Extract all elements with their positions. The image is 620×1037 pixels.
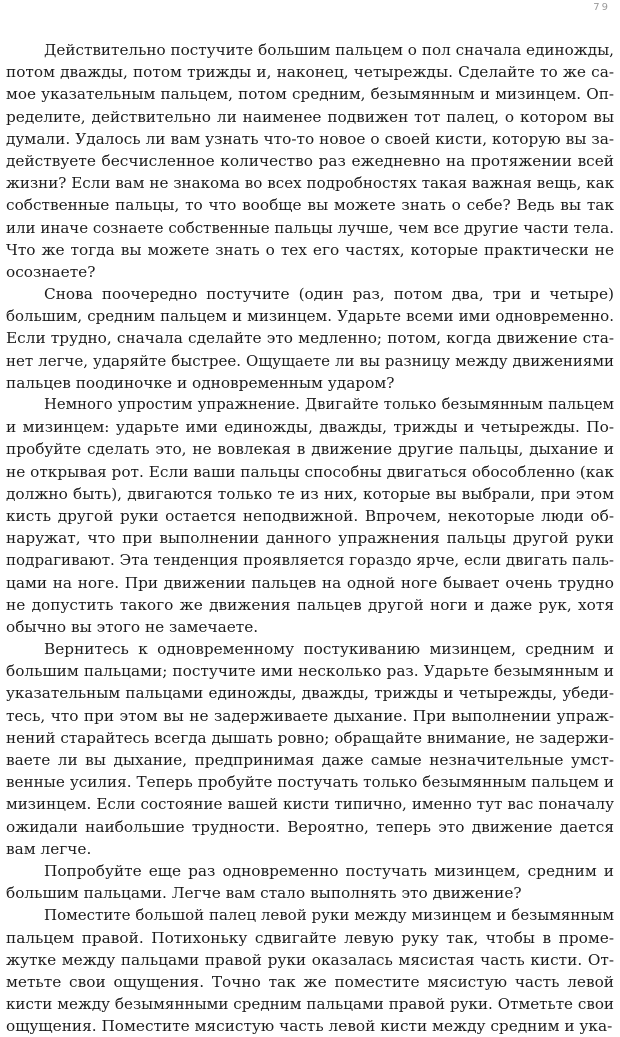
text-line: потом дважды, потом трижды и, наконец, четырежды. Сделайте то же са- xyxy=(6,63,614,82)
text-line: кисти между безымянными средним пальцами правой руки. Отметьте свои xyxy=(6,995,614,1014)
text-line: венные усилия. Теперь пробуйте постучать только безымянным пальцем и xyxy=(6,773,614,792)
text-line: Вернитесь к одновременному постукиванию мизинцем, средним и xyxy=(44,640,614,659)
page-body xyxy=(6,39,614,1037)
book-page xyxy=(6,0,614,1036)
text-line: цами на ноге. При движении пальцев на одной ноге бывает очень трудно xyxy=(6,573,614,592)
text-line: или иначе сознаете собственные пальцы лучше, чем все другие части тела. xyxy=(6,218,614,237)
text-line: Что же тогда вы можете знать о тех его частях, которые практически не xyxy=(6,240,614,259)
text-line: наружат, что при выполнении данного упражнения пальцы другой руки xyxy=(6,529,614,548)
text-line: обычно вы этого не замечаете. xyxy=(6,617,259,636)
text-line: ределите, действительно ли наименее подвижен тот палец, о котором вы xyxy=(6,107,614,126)
paragraph xyxy=(6,860,614,904)
text-line: пальцем правой. Потихоньку сдвигайте левую руку так, чтобы в проме- xyxy=(6,928,614,947)
text-line: мизинцем. Если состояние вашей кисти типично, именно тут вас поначалу xyxy=(6,795,614,814)
text-line: ваете ли вы дыхание, предпринимая даже самые незначительные умст- xyxy=(6,751,614,769)
text-line: действуете бесчисленное количество раз ежедневно на протяжении всей xyxy=(6,151,614,170)
text-line: тесь, что при этом вы не задерживаете дыхание. При выполнении упраж- xyxy=(6,706,614,725)
page-number: 79 xyxy=(593,2,610,13)
paragraph xyxy=(6,904,614,1037)
text-line: собственные пальцы, то что вообще вы можете знать о себе? Ведь вы так xyxy=(6,196,614,215)
text-line: Если трудно, сначала сделайте это медленно; потом, когда движение ста- xyxy=(6,329,614,348)
text-line: не допустить такого же движения пальцев другой ноги и даже рук, хотя xyxy=(6,595,614,614)
text-line: Попробуйте еще раз одновременно постучать мизинцем, средним и xyxy=(44,861,614,880)
text-line: нений старайтесь всегда дышать ровно; обращайте внимание, не задержи- xyxy=(6,728,614,747)
paragraph xyxy=(6,638,614,860)
paragraph xyxy=(6,394,614,638)
text-line: вам легче. xyxy=(6,839,92,858)
paragraph xyxy=(6,39,614,283)
text-line: нет легче, ударяйте быстрее. Ощущаете ли вы разницу между движениями xyxy=(6,351,614,370)
text-line: Действительно постучите большим пальцем о пол сначала единожды, xyxy=(44,41,614,59)
text-line: метьте свои ощущения. Точно так же поместите мясистую часть левой xyxy=(6,972,614,991)
text-line: должно быть), двигаются только те из них, которые вы выбрали, при этом xyxy=(6,484,614,503)
text-line: пальцев поодиночке и одновременным ударом? xyxy=(6,373,395,392)
text-line: ожидали наибольшие трудности. Вероятно, теперь это движение дается xyxy=(6,817,614,836)
text-line: большим пальцами. Легче вам стало выполнять это движение? xyxy=(6,884,522,903)
text-line: жизни? Если вам не знакома во всех подробностях такая важная вещь, как xyxy=(6,174,614,193)
text-line: кисть другой руки остается неподвижной. Впрочем, некоторые люди об- xyxy=(6,506,614,525)
paragraph xyxy=(6,283,614,394)
text-line: пробуйте сделать это, не вовлекая в движение другие пальцы, дыхание и xyxy=(6,440,614,459)
text-line: и мизинцем: ударьте ими единожды, дважды, трижды и четырежды. По- xyxy=(6,418,614,437)
text-line: указательным пальцами единожды, дважды, трижды и четырежды, убеди- xyxy=(6,684,614,703)
text-line: жутке между пальцами правой руки оказалась мясистая часть кисти. От- xyxy=(6,950,614,969)
text-line: ощущения. Поместите мясистую часть левой кисти между средним и ука- xyxy=(6,1017,613,1036)
text-line: большим пальцами; постучите ими несколько раз. Ударьте безымянным и xyxy=(6,662,614,681)
text-line: Поместите большой палец левой руки между мизинцем и безымянным xyxy=(44,906,614,925)
text-line: осознаете? xyxy=(6,262,96,281)
text-line: Снова поочередно постучите (один раз, потом два, три и четыре) xyxy=(44,285,614,304)
text-line: большим, средним пальцем и мизинцем. Ударьте всеми ими одновременно. xyxy=(6,307,614,326)
text-line: подрагивают. Эта тенденция проявляется гораздо ярче, если двигать паль- xyxy=(6,551,614,570)
text-line: Немного упростим упражнение. Двигайте только безымянным пальцем xyxy=(44,396,614,413)
text-line: не открывая рот. Если ваши пальцы способны двигаться обособленно (как xyxy=(6,462,614,481)
text-line: думали. Удалось ли вам узнать что-то новое о своей кисти, которую вы за- xyxy=(6,129,614,148)
text-line: мое указательным пальцем, потом средним, безымянным и мизинцем. Оп- xyxy=(6,85,614,104)
